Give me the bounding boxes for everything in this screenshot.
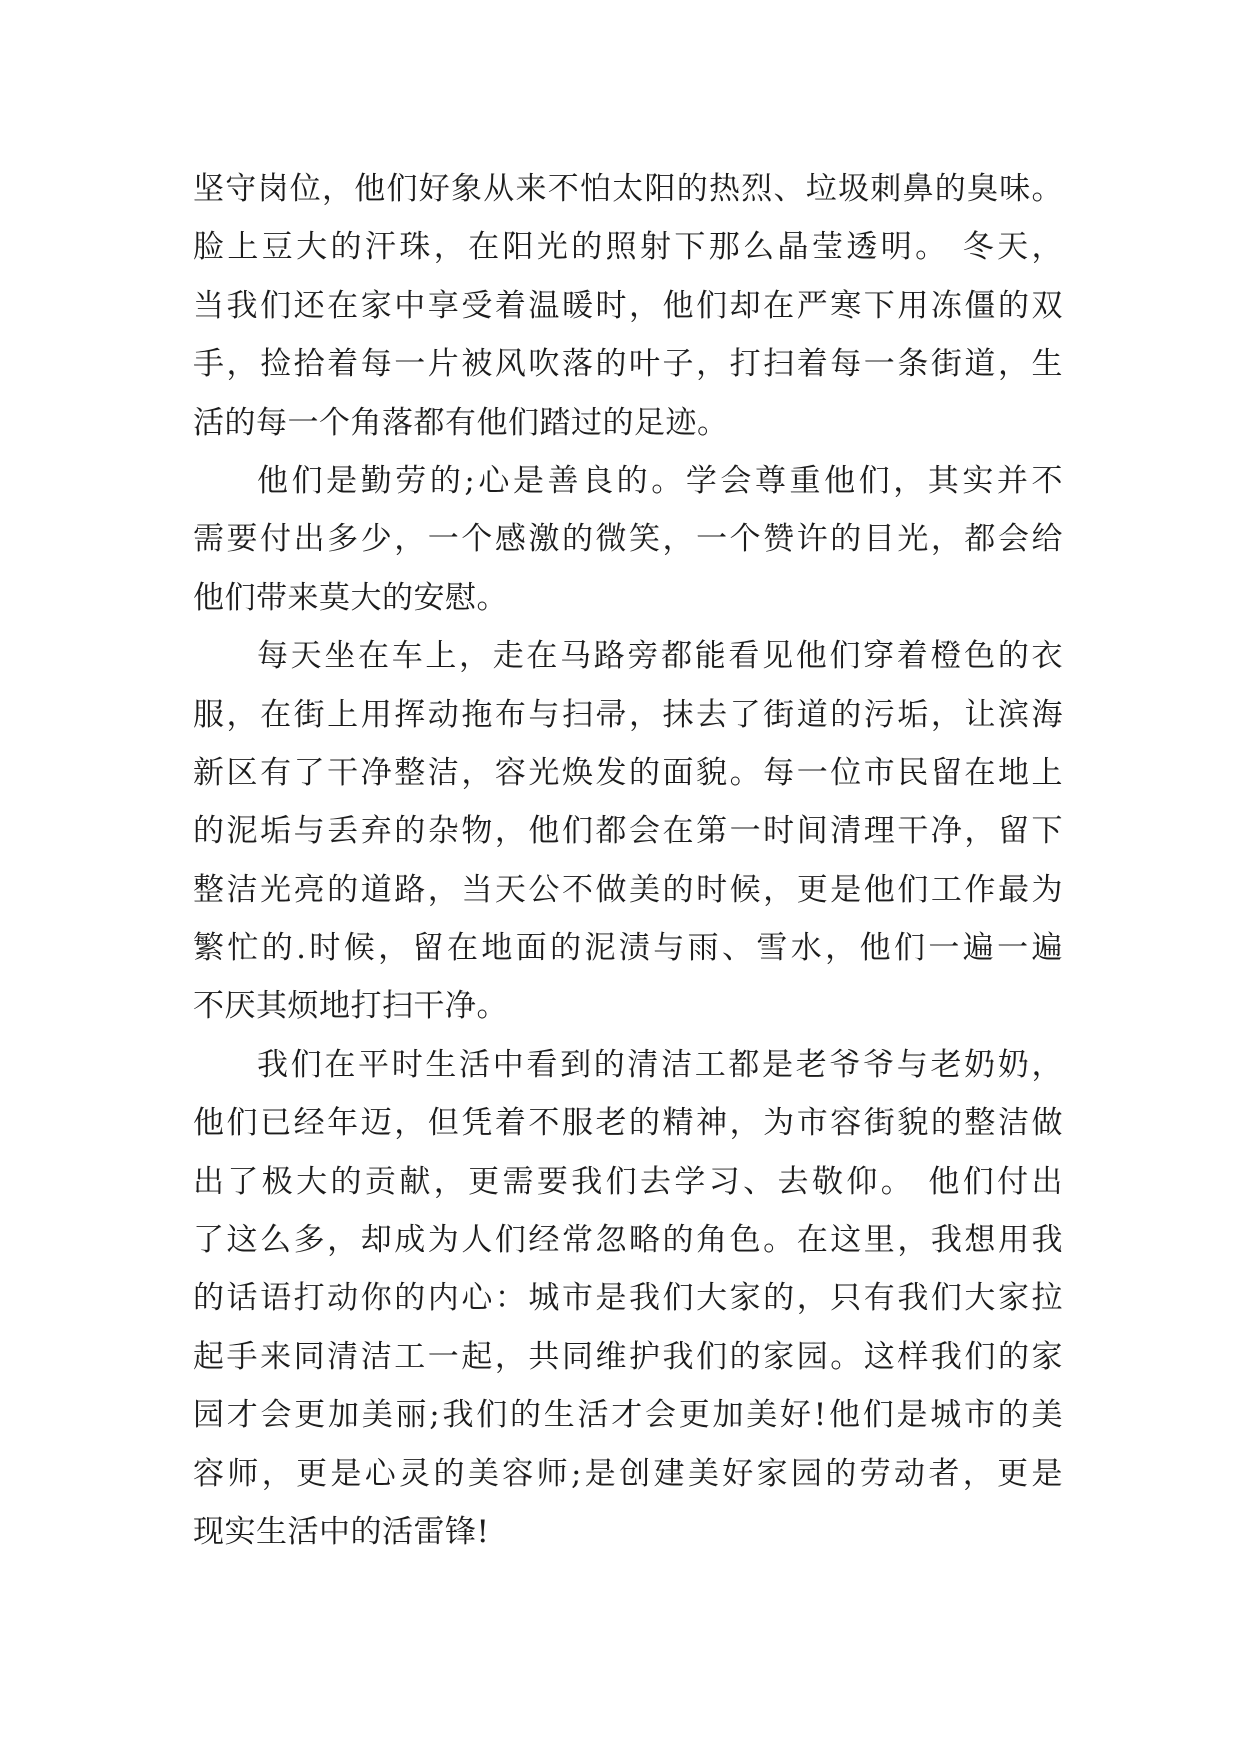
text-line: 的泥垢与丢弃的杂物，他们都会在第一时间清理干净，留下	[193, 813, 1063, 850]
text-line: 服，在街上用挥动拖布与扫帚，抹去了街道的污垢，让滨海	[193, 696, 1063, 733]
text-line: 园才会更加美丽;我们的生活才会更加美好!他们是城市的美	[193, 1397, 1063, 1434]
text-line: 现实生活中的活雷锋!	[193, 1513, 490, 1550]
text-line: 了这么多，却成为人们经常忽略的角色。在这里，我想用我	[193, 1222, 1063, 1259]
text-line: 他们是勤劳的;心是善良的。学会尊重他们，其实并不	[257, 462, 1063, 499]
text-line: 的话语打动你的内心：城市是我们大家的，只有我们大家拉	[193, 1280, 1063, 1317]
text-line: 我们在平时生活中看到的清洁工都是老爷爷与老奶奶，	[257, 1046, 1063, 1083]
text-line: 出了极大的贡献，更需要我们去学习、去敬仰。 他们付出	[193, 1163, 1063, 1200]
text-line: 新区有了干净整洁，容光焕发的面貌。每一位市民留在地上	[193, 754, 1063, 791]
text-line: 整洁光亮的道路，当天公不做美的时候，更是他们工作最为	[193, 871, 1063, 908]
text-line: 活的每一个角落都有他们踏过的足迹。	[193, 404, 729, 441]
text-line: 起手来同清洁工一起，共同维护我们的家园。这样我们的家	[193, 1338, 1063, 1375]
text-line: 坚守岗位，他们好象从来不怕太阳的热烈、垃圾刺鼻的臭味。	[193, 171, 1063, 207]
text-line: 容师，更是心灵的美容师;是创建美好家园的劳动者，更是	[193, 1455, 1063, 1492]
text-line: 脸上豆大的汗珠，在阳光的照射下那么晶莹透明。 冬天，	[193, 229, 1063, 266]
text-line: 他们带来莫大的安慰。	[193, 579, 508, 616]
text-line: 每天坐在车上，走在马路旁都能看见他们穿着橙色的衣	[257, 638, 1063, 675]
text-line: 需要付出多少，一个感激的微笑，一个赞许的目光，都会给	[193, 521, 1063, 558]
text-line: 当我们还在家中享受着温暖时，他们却在严寒下用冻僵的双	[193, 287, 1063, 324]
text-line: 不厌其烦地打扫干净。	[193, 988, 508, 1025]
text-line: 他们已经年迈，但凭着不服老的精神，为市容街貌的整洁做	[193, 1105, 1063, 1142]
text-line: 手，捡拾着每一片被风吹落的叶子，打扫着每一条街道，生	[193, 346, 1063, 383]
text-line: 繁忙的.时候，留在地面的泥渍与雨、雪水，他们一遍一遍	[193, 930, 1063, 967]
document-body	[193, 160, 1063, 1561]
